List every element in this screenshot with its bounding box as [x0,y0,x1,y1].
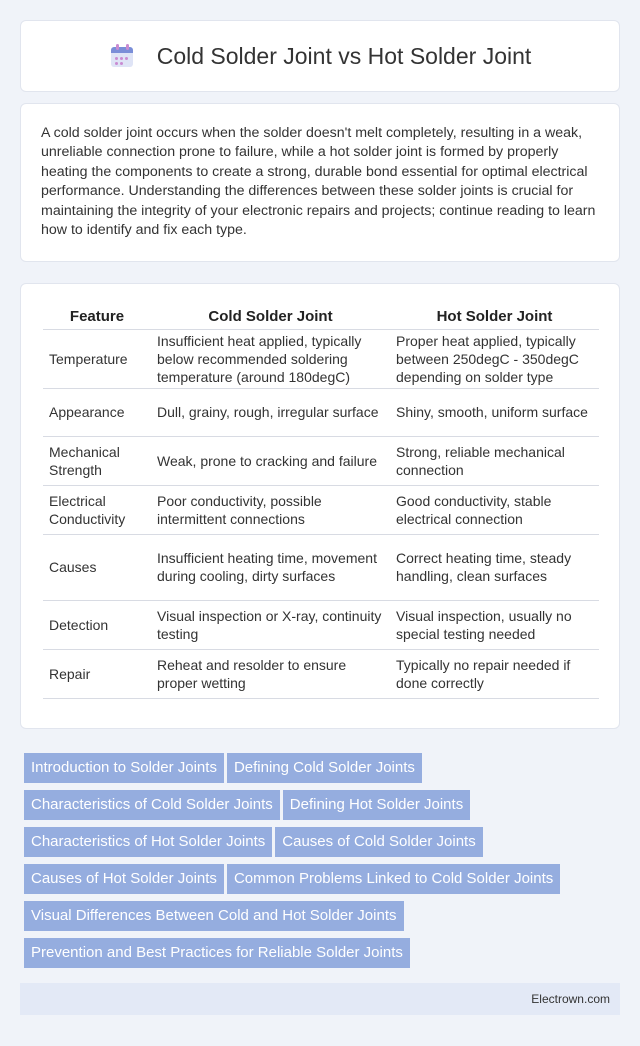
table-cell-hot: Strong, reliable mechanical connection [390,436,599,485]
table-cell-cold: Insufficient heating time, movement during cooling, dirty surfaces [151,534,390,600]
table-cell-hot: Shiny, smooth, uniform surface [390,388,599,436]
table-cell-feature: Causes [43,534,151,600]
table-cell-feature: Mechanical Strength [43,436,151,485]
intro-text: A cold solder joint occurs when the solder doesn't melt completely, resulting in a weak, unreliable connection prone to failure, while a hot solder joint is formed by properly heating the components to create a strong, durable bond essential for optimal electrical performance. Understanding the differences between these solder joints is crucial for maintaining the integrity of your electronic repairs and projects; continue reading to learn how to identify and fix each type. [41,125,596,239]
footer-brand[interactable]: Electrown.com [531,992,610,1006]
title-card [20,20,620,92]
table-cell-cold: Poor conductivity, possible intermittent connections [151,485,390,534]
table-cell-feature: Repair [43,649,151,698]
tag-visual-differences[interactable]: Visual Differences Between Cold and Hot Solder Joints [24,901,404,931]
tag-causes-of-hot-solder-joints[interactable]: Causes of Hot Solder Joints [24,864,224,894]
table-cell-feature: Electrical Conductivity [43,485,151,534]
table-cell-cold: Reheat and resolder to ensure proper wetting [151,649,390,698]
tag-characteristics-of-cold-solder-joints[interactable]: Characteristics of Cold Solder Joints [24,790,280,820]
table-cell-hot: Typically no repair needed if done correctly [390,649,599,698]
table-cell-feature: Temperature [43,329,151,388]
tag-defining-cold-solder-joints[interactable]: Defining Cold Solder Joints [227,753,422,783]
comparison-table-card [20,283,620,729]
tag-characteristics-of-hot-solder-joints[interactable]: Characteristics of Hot Solder Joints [24,827,272,857]
table-row [43,485,599,534]
table-cell-feature: Detection [43,600,151,649]
table-cell-hot: Visual inspection, usually no special testing needed [390,600,599,649]
table-cell-cold: Visual inspection or X-ray, continuity testing [151,600,390,649]
comparison-table [43,305,599,699]
tag-common-problems-cold-solder-joints[interactable]: Common Problems Linked to Cold Solder Joints [227,864,560,894]
table-cell-cold: Dull, grainy, rough, irregular surface [151,388,390,436]
calendar-icon [109,43,135,69]
table-header-row [43,305,599,329]
table-cell-feature: Appearance [43,388,151,436]
table-cell-hot: Proper heat applied, typically between 250degC - 350degC depending on solder type [390,329,599,388]
tag-prevention-best-practices[interactable]: Prevention and Best Practices for Reliable Solder Joints [24,938,410,968]
table-cell-hot: Good conductivity, stable electrical connection [390,485,599,534]
column-header-cold: Cold Solder Joint [151,305,390,329]
intro-card [20,103,620,262]
footer [20,983,620,1015]
table-row [43,436,599,485]
table-row [43,649,599,698]
tag-defining-hot-solder-joints[interactable]: Defining Hot Solder Joints [283,790,470,820]
table-cell-cold: Weak, prone to cracking and failure [151,436,390,485]
tag-causes-of-cold-solder-joints[interactable]: Causes of Cold Solder Joints [275,827,482,857]
table-row [43,329,599,388]
topic-tags [24,753,614,975]
tag-introduction-to-solder-joints[interactable]: Introduction to Solder Joints [24,753,224,783]
column-header-hot: Hot Solder Joint [390,305,599,329]
table-row [43,534,599,600]
page-title: Cold Solder Joint vs Hot Solder Joint [156,42,532,69]
table-row [43,388,599,436]
column-header-feature: Feature [43,305,151,329]
table-row [43,600,599,649]
table-cell-cold: Insufficient heat applied, typically below recommended soldering temperature (around 180degC) [151,329,390,388]
table-cell-hot: Correct heating time, steady handling, clean surfaces [390,534,599,600]
